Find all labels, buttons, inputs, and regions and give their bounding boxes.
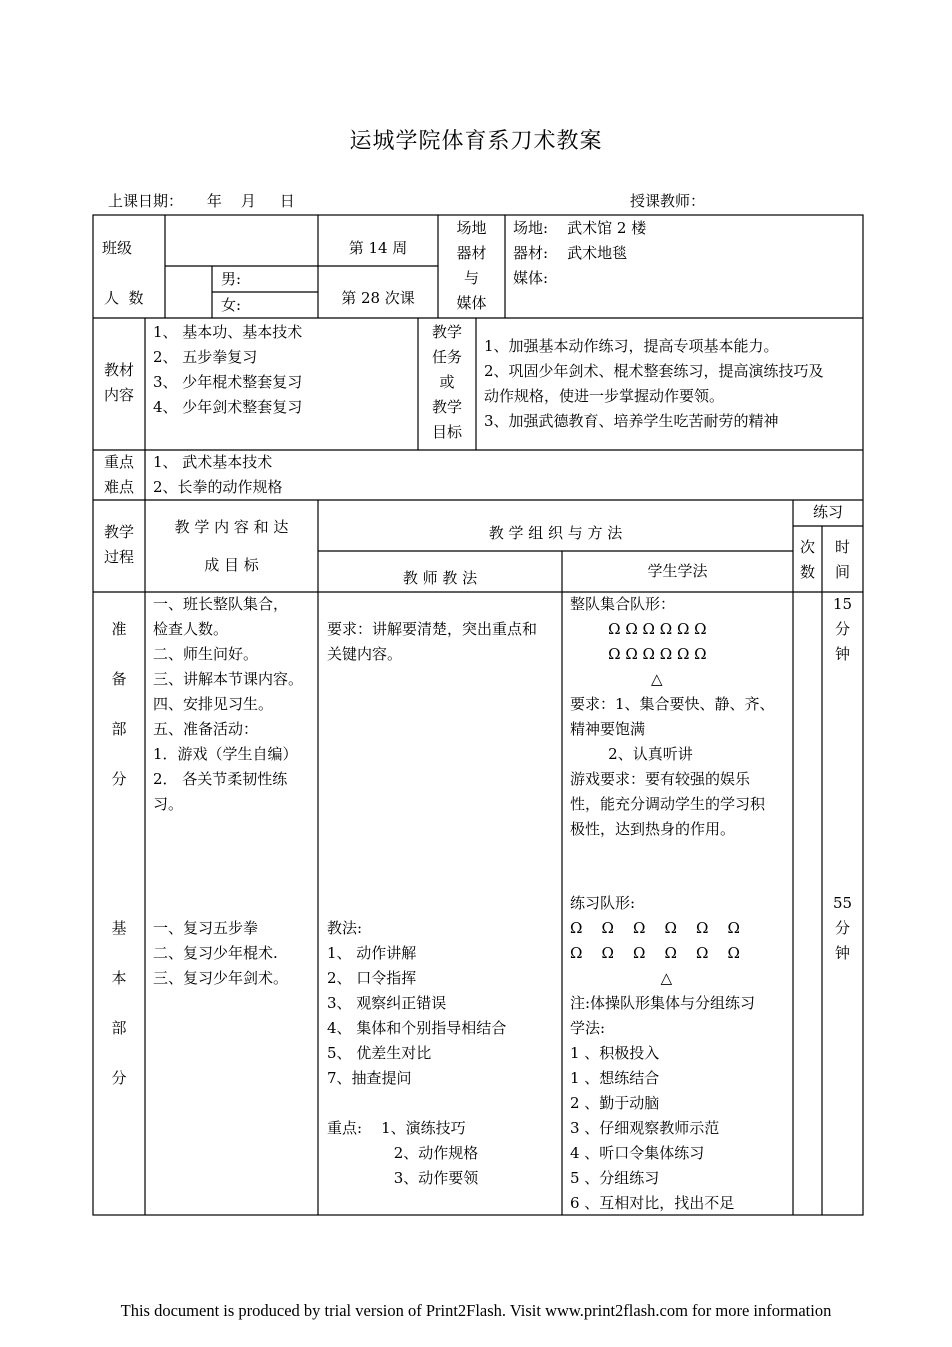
basic-content: 一、复习五步拳 二、复习少年棍术. 三、复习少年剑术。 [153, 919, 289, 987]
class-date-label: 上课日期： 年 月 日 [108, 192, 295, 210]
basic-duration: 55 分 钟 [832, 894, 853, 962]
content-goal-header-line2: 成 目 标 [204, 556, 259, 574]
times-header: 次 数 [799, 538, 815, 581]
basic-teacher-method: 教法: 1、 动作讲解 2、 口令指挥 3、 观察纠正错误 4、 集体和个别指导相结合 5、 优差生对比 7、抽查提问 重点: 1、演练技巧 2、动作规格 3、动作要领 [327, 919, 507, 1187]
org-method-header: 教 学 组 织 与 方 法 [488, 524, 623, 542]
teaching-goal-label: 教学 任务 或 教学 目标 [431, 323, 462, 441]
lesson-number: 第 28 次课 [341, 289, 415, 307]
duration-header: 时 间 [834, 538, 850, 581]
teaching-goal-list: 1、加强基本动作练习，提高专项基本能力。 2、巩固少年剑术、棍术整套练习，提高演练技巧及 动作规格，使进一步掌握动作要领。 3、加强武德教育、培养学生吃苦耐劳的精神 [484, 337, 824, 430]
basic-student-method: 练习队形: Ω Ω Ω Ω Ω Ω Ω Ω Ω Ω Ω Ω △ 注:体操队形集体与分组练习 学法: 1 、积极投入 1 、想练结合 2 、勤于动脑 3 、仔细观察教师示范 4 、听口令集体练习 5 、分组练习 6 、互相对比，找出不足 [570, 894, 756, 1212]
student-count-label: 人 数 [104, 289, 144, 307]
venue-equipment-details: 场地: 武术馆 2 楼 器材: 武术地毯 媒体: [513, 219, 647, 287]
material-content-list: 1、 基本功、基本技术 2、 五步拳复习 3、 少年棍术整套复习 4、 少年剑术整套复习 [153, 323, 303, 416]
prep-section-label: 准 备 部 分 [111, 620, 127, 788]
class-label: 班级 [102, 239, 133, 257]
trial-notice-footer: This document is produced by trial version of Print2Flash. Visit www.print2flash.com for more information [120, 1301, 832, 1320]
process-label: 教学 过程 [103, 523, 134, 566]
material-content-label: 教材 内容 [103, 361, 134, 404]
prep-teacher-method: 要求：讲解要清楚，突出重点和 关键内容。 [327, 620, 538, 663]
basic-section-label: 基 本 部 分 [111, 919, 127, 1087]
key-difficulty-list: 1、 武术基本技术 2、长拳的动作规格 [153, 453, 283, 496]
week-number: 第 14 周 [348, 239, 408, 257]
venue-equipment-label: 场地 器材 与 媒体 [456, 219, 487, 312]
page-title: 运城学院体育系刀术教案 [349, 129, 603, 154]
male-count-label: 男: [221, 270, 242, 288]
key-difficulty-label: 重点 难点 [103, 453, 134, 496]
prep-duration: 15 分 钟 [832, 595, 853, 663]
content-goal-header-line1: 教 学 内 容 和 达 [174, 518, 289, 536]
practice-header: 练习 [812, 503, 843, 521]
prep-content: 一、班长整队集合， 检查人数。 二、师生问好。 三、讲解本节课内容。 四、安排见习生。 五、准备活动： 1．游戏（学生自编） 2． 各关节柔韧性练 习。 [153, 595, 304, 813]
female-count-label: 女: [221, 296, 242, 314]
teacher-label: 授课教师： [630, 192, 706, 210]
prep-student-method: 整队集合队形： Ω Ω Ω Ω Ω Ω Ω Ω Ω Ω Ω Ω △ 要求：1、集合要快、静、齐、 精神要饱满 2、认真听讲 游戏要求：要有较强的娱乐 性，能充分调动学生的学习积 极性，达到热身的作用。 [570, 595, 775, 838]
teacher-method-header: 教 师 教 法 [402, 569, 478, 587]
student-method-header: 学生学法 [647, 562, 708, 580]
